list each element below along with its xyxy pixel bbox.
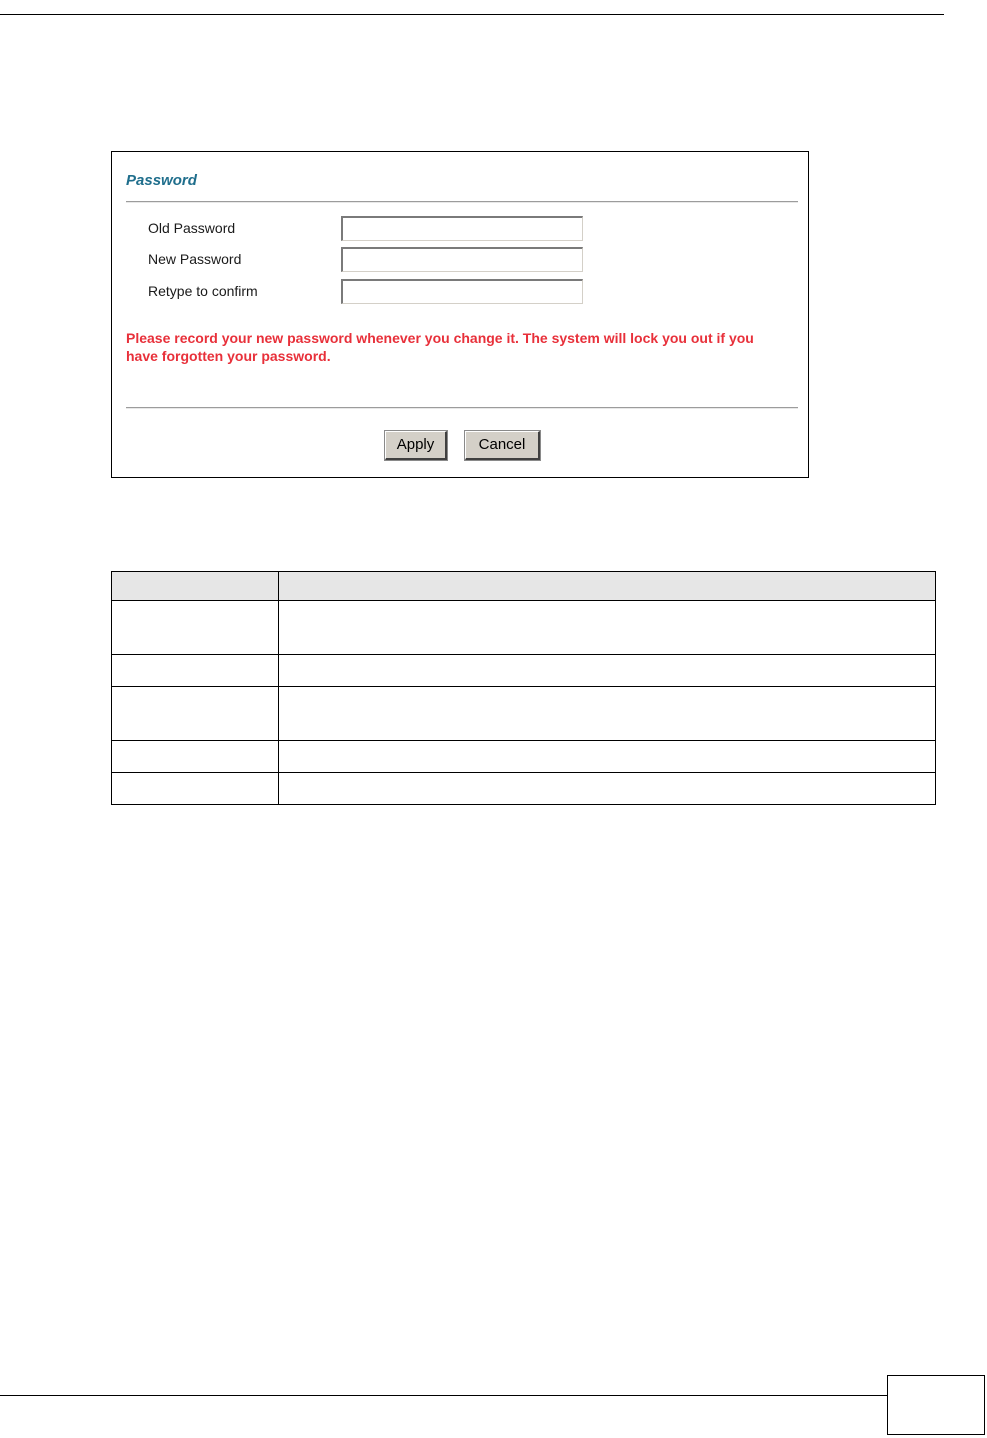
cancel-button[interactable]: Cancel xyxy=(465,431,540,460)
table-row xyxy=(112,773,936,805)
retype-password-row xyxy=(148,279,788,305)
table-cell-label xyxy=(112,655,279,687)
table-cell-description xyxy=(279,601,936,655)
password-warning-text: Please record your new password whenever you change it. The system will lock you out if you have forgotten your password. xyxy=(126,330,754,364)
table-cell-label xyxy=(112,773,279,805)
old-password-label: Old Password xyxy=(148,220,236,236)
old-password-row xyxy=(148,216,788,242)
field-description-table xyxy=(111,571,936,805)
panel-divider-bottom xyxy=(126,407,798,409)
table-row xyxy=(112,687,936,741)
table-header-row xyxy=(112,572,936,601)
new-password-input[interactable] xyxy=(341,247,583,272)
table-cell-description xyxy=(279,655,936,687)
table-cell-description xyxy=(279,741,936,773)
retype-password-input[interactable] xyxy=(341,279,583,304)
table-cell-description xyxy=(279,773,936,805)
header-rule xyxy=(0,14,944,15)
password-panel xyxy=(111,151,809,478)
table-cell-description xyxy=(279,687,936,741)
retype-password-label: Retype to confirm xyxy=(148,283,258,299)
table-cell-label xyxy=(112,687,279,741)
new-password-row xyxy=(148,247,788,273)
panel-divider-top xyxy=(126,201,798,203)
footer-rule xyxy=(0,1395,887,1396)
page-number-box xyxy=(887,1375,985,1435)
panel-title: Password xyxy=(126,172,197,189)
table-cell-label xyxy=(112,741,279,773)
new-password-label: New Password xyxy=(148,251,242,267)
old-password-input[interactable] xyxy=(341,216,583,241)
table-header-label xyxy=(112,572,279,601)
table-header-description xyxy=(279,572,936,601)
table-row xyxy=(112,655,936,687)
table-cell-label xyxy=(112,601,279,655)
apply-button[interactable]: Apply xyxy=(385,431,447,460)
table-row xyxy=(112,601,936,655)
table-row xyxy=(112,741,936,773)
